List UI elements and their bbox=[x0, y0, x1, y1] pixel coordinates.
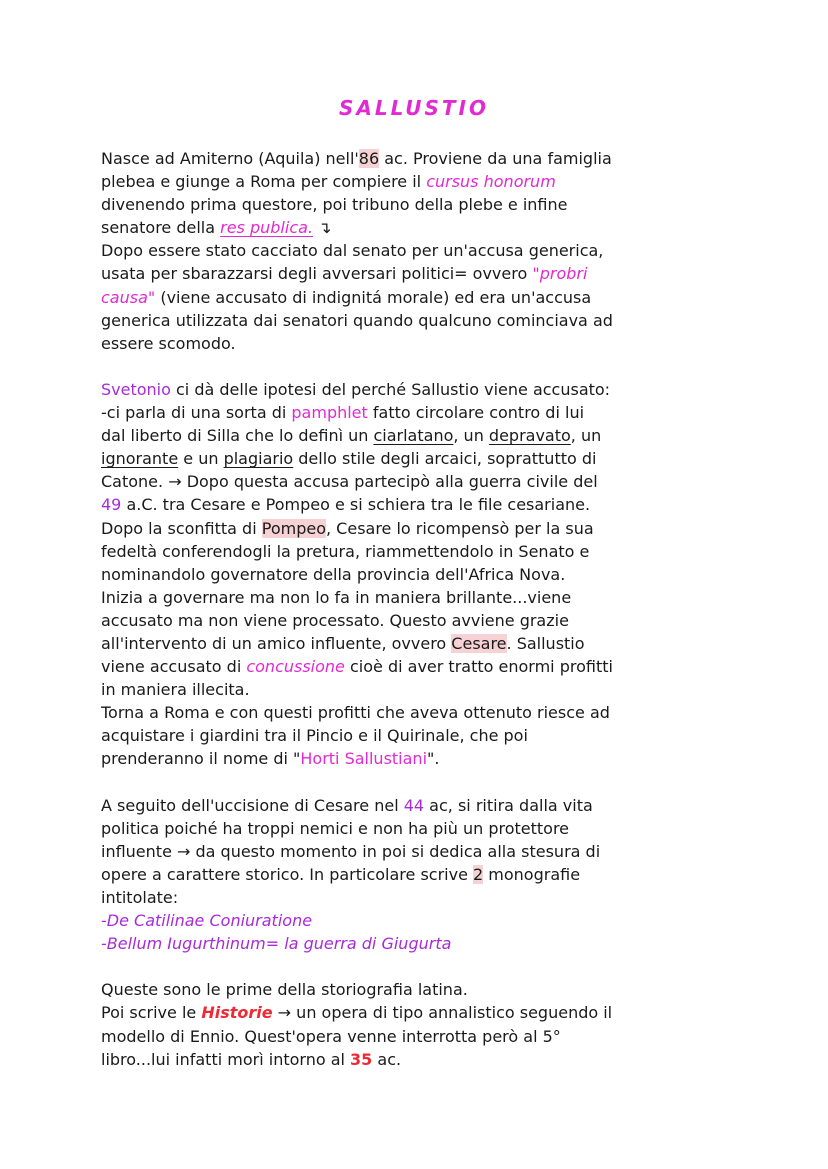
text-line: A seguito dell'uccisione di Cesare nel 44 ac, si ritira dalla vita bbox=[101, 795, 593, 815]
underlined-word: depravato bbox=[488, 426, 571, 446]
monograph-item: -Bellum Iugurthinum= la guerra di Giugurta bbox=[101, 934, 452, 954]
text-line: 49 a.C. tra Cesare e Pompeo e si schiera tra le file cesariane. bbox=[101, 495, 591, 515]
paragraph-accusations bbox=[101, 378, 741, 771]
text-line: causa" (viene accusato di indignitá morale) ed era un'accusa bbox=[101, 287, 592, 307]
text-line: libro...lui infatti morì intorno al 35 ac. bbox=[101, 1049, 402, 1069]
text-line: Nasce ad Amiterno (Aquila) nell'86 ac. Proviene da una famiglia bbox=[101, 149, 612, 168]
highlight-number: 2 bbox=[473, 864, 484, 884]
number-year: 35 bbox=[350, 1049, 373, 1069]
text-line: opere a carattere storico. In particolare scrive 2 monografie bbox=[101, 864, 581, 884]
paragraph-works bbox=[101, 794, 741, 956]
text-line: divenendo prima questore, poi tribuno della plebe e infine bbox=[101, 195, 568, 215]
paragraph-biography bbox=[101, 147, 741, 355]
text-line: nominandolo governatore della provincia dell'Africa Nova. bbox=[101, 564, 566, 584]
text-line: in maniera illecita. bbox=[101, 680, 250, 700]
number-year: 49 bbox=[101, 495, 122, 515]
text-line: politica poiché ha troppi nemici e non ha più un protettore bbox=[101, 818, 570, 838]
monograph-item: -De Catilinae Coniuratione bbox=[101, 911, 313, 931]
text-line: modello di Ennio. Quest'opera venne interrotta però al 5° bbox=[101, 1026, 561, 1046]
highlight-year: 86 bbox=[358, 149, 380, 168]
paragraph-gap bbox=[101, 955, 741, 978]
text-line: usata per sbarazzarsi degli avversari politici= ovvero "probri bbox=[101, 264, 588, 284]
text-line: ignorante e un plagiario dello stile degli arcaici, soprattutto di bbox=[101, 449, 597, 469]
text-line: generica utilizzata dai senatori quando qualcuno cominciava ad bbox=[101, 310, 613, 330]
notes-body bbox=[101, 147, 741, 1071]
keyword-res-publica: res publica. bbox=[220, 218, 313, 238]
text-line: -ci parla di una sorta di pamphlet fatto circolare contro di lui bbox=[101, 403, 585, 423]
underlined-word: ignorante bbox=[101, 449, 179, 469]
keyword-concussione: concussione bbox=[246, 657, 345, 677]
keyword-horti-sallustiani: Horti Sallustiani bbox=[300, 749, 428, 769]
text-line: fedeltà conferendogli la pretura, riammettendolo in Senato e bbox=[101, 541, 590, 561]
text-line: Dopo essere stato cacciato dal senato per un'accusa generica, bbox=[101, 241, 604, 261]
keyword-historie: Historie bbox=[201, 1003, 273, 1023]
text-line: Poi scrive le Historie → un opera di tipo annalistico seguendo il bbox=[101, 1003, 613, 1023]
paragraph-historie bbox=[101, 978, 741, 1070]
highlight-pompeo: Pompeo bbox=[261, 518, 326, 538]
keyword-svetonio: Svetonio bbox=[101, 379, 171, 399]
text-line: Dopo la sconfitta di Pompeo, Cesare lo ricompensò per la sua bbox=[101, 518, 594, 538]
text-line: viene accusato di concussione cioè di aver tratto enormi profitti bbox=[101, 657, 613, 677]
text-line: Inizia a governare ma non lo fa in maniera brillante...viene bbox=[101, 587, 572, 607]
text-line: essere scomodo. bbox=[101, 333, 236, 353]
keyword-probri-causa-cont: causa" bbox=[101, 287, 156, 307]
number-year: 44 bbox=[403, 795, 425, 815]
text-line: dal liberto di Silla che lo definì un ciarlatano, un depravato, un bbox=[101, 426, 602, 446]
highlight-cesare: Cesare bbox=[451, 633, 507, 653]
text-line: prenderanno il nome di "Horti Sallustiani". bbox=[101, 749, 440, 769]
keyword-pamphlet: pamphlet bbox=[291, 403, 368, 423]
keyword-cursus-honorum: cursus honorum bbox=[426, 172, 556, 192]
paragraph-gap bbox=[101, 355, 741, 378]
text-line: Queste sono le prime della storiografia latina. bbox=[101, 980, 468, 1000]
text-line: influente → da questo momento in poi si dedica alla stesura di bbox=[101, 841, 601, 861]
text-line: acquistare i giardini tra il Pincio e il Quirinale, che poi bbox=[101, 726, 528, 746]
text-line: senatore della res publica. ↴ bbox=[101, 218, 332, 238]
keyword-probri-causa: "probri bbox=[532, 264, 588, 284]
page-title: SALLUSTIO bbox=[338, 96, 489, 120]
paragraph-gap bbox=[101, 771, 741, 794]
text-line: intitolate: bbox=[101, 888, 179, 907]
text-line: plebea e giunge a Roma per compiere il cursus honorum bbox=[101, 172, 556, 192]
text-line: Torna a Roma e con questi profitti che aveva ottenuto riesce ad bbox=[101, 703, 610, 723]
underlined-word: ciarlatano bbox=[373, 426, 454, 446]
text-line: all'intervento di un amico influente, ovvero Cesare. Sallustio bbox=[101, 633, 585, 653]
text-line: Svetonio ci dà delle ipotesi del perché Sallustio viene accusato: bbox=[101, 379, 611, 399]
text-line: accusato ma non viene processato. Questo avviene grazie bbox=[101, 610, 569, 630]
underlined-word: plagiario bbox=[223, 449, 294, 469]
text-line: Catone. → Dopo questa accusa partecipò alla guerra civile del bbox=[101, 472, 598, 492]
